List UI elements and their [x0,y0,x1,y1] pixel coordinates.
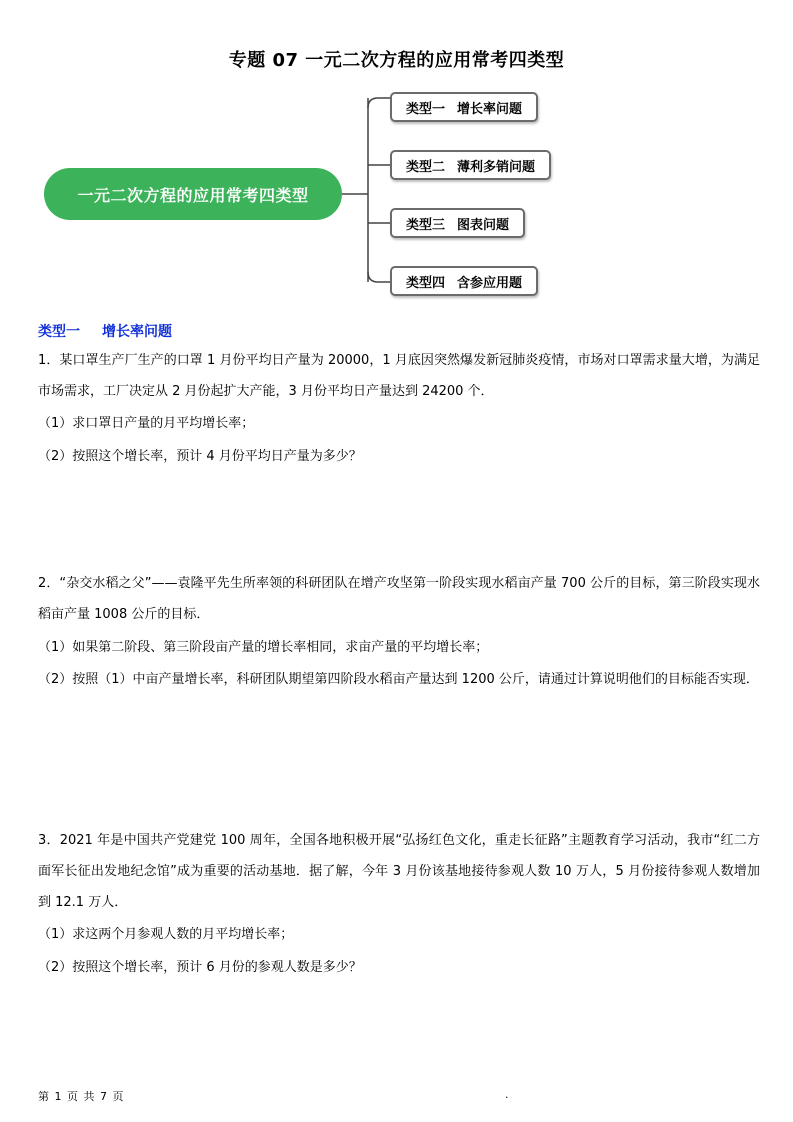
problem-2-part-1: （1）如果第二阶段、第三阶段亩产量的增长率相同，求亩产量的平均增长率； [38,640,489,655]
mindmap-branch-type1 [390,92,538,122]
mindmap-root-node: 一元二次方程的应用常考四类型 [44,168,342,220]
branch-tag: 类型四 [406,275,446,291]
mindmap-branch-type4 [390,266,538,296]
problem-2-stem: 2．“杂交水稻之父”——袁隆平先生所率领的科研团队在增产攻坚第一阶段实现水稻亩产量 700 公斤的目标，第三阶段实现水稻亩产量 1008 公斤的目标． [38,576,760,622]
problem-1-stem: 1．某口罩生产厂生产的口罩 1 月份平均日产量为 20000，1 月底因突然爆发新冠肺炎疫情，市场对口罩需求量大增，为满足市场需求，工厂决定从 2 月份起扩大产能，3 月份平均日产量达到 24200 个． [38,353,760,399]
section-name: 增长率问题 [102,324,172,340]
document-title: 专题 07 一元二次方程的应用常考四类型 [228,50,565,71]
problem-3-part-2: （2）按照这个增长率，预计 6 月份的参观人数是多少？ [38,960,362,975]
footer-dot: . [505,1088,509,1101]
mindmap-branch-type3 [390,208,525,238]
branch-name: 含参应用题 [457,275,523,291]
problem-1-part-1: （1）求口罩日产量的月平均增长率； [38,416,255,431]
section-tag: 类型一 [38,324,80,340]
branch-name: 图表问题 [457,217,510,233]
branch-tag: 类型二 [406,159,446,175]
page-number: 第 1 页 共 7 页 [38,1090,125,1103]
branch-tag: 类型三 [406,217,446,233]
branch-tag: 类型一 [406,101,446,117]
mindmap [0,0,793,320]
connector-branch-4 [368,272,390,282]
connector-branch-1 [368,98,390,108]
branch-name: 薄利多销问题 [457,159,536,175]
problem-2-part-2: （2）按照（1）中亩产量增长率，科研团队期望第四阶段水稻亩产量达到 1200 公斤，请通过计算说明他们的目标能否实现． [38,672,759,687]
branch-name: 增长率问题 [457,101,523,117]
section-heading-type1 [38,321,172,341]
mindmap-branch-type2 [390,150,551,180]
problem-3-part-1: （1）求这两个月参观人数的月平均增长率； [38,927,294,942]
problem-1-part-2: （2）按照这个增长率，预计 4 月份平均日产量为多少？ [38,449,362,464]
problem-3-stem: 3．2021 年是中国共产党建党 100 周年，全国各地积极开展“弘扬红色文化，重走长征路”主题教育学习活动，我市“红二方面军长征出发地纪念馆”成为重要的活动基地．据了解，今年 3 月份该基地接待参观人数 10 万人，5 月份接待参观人数增加到 12.1 万人． [38,833,760,910]
